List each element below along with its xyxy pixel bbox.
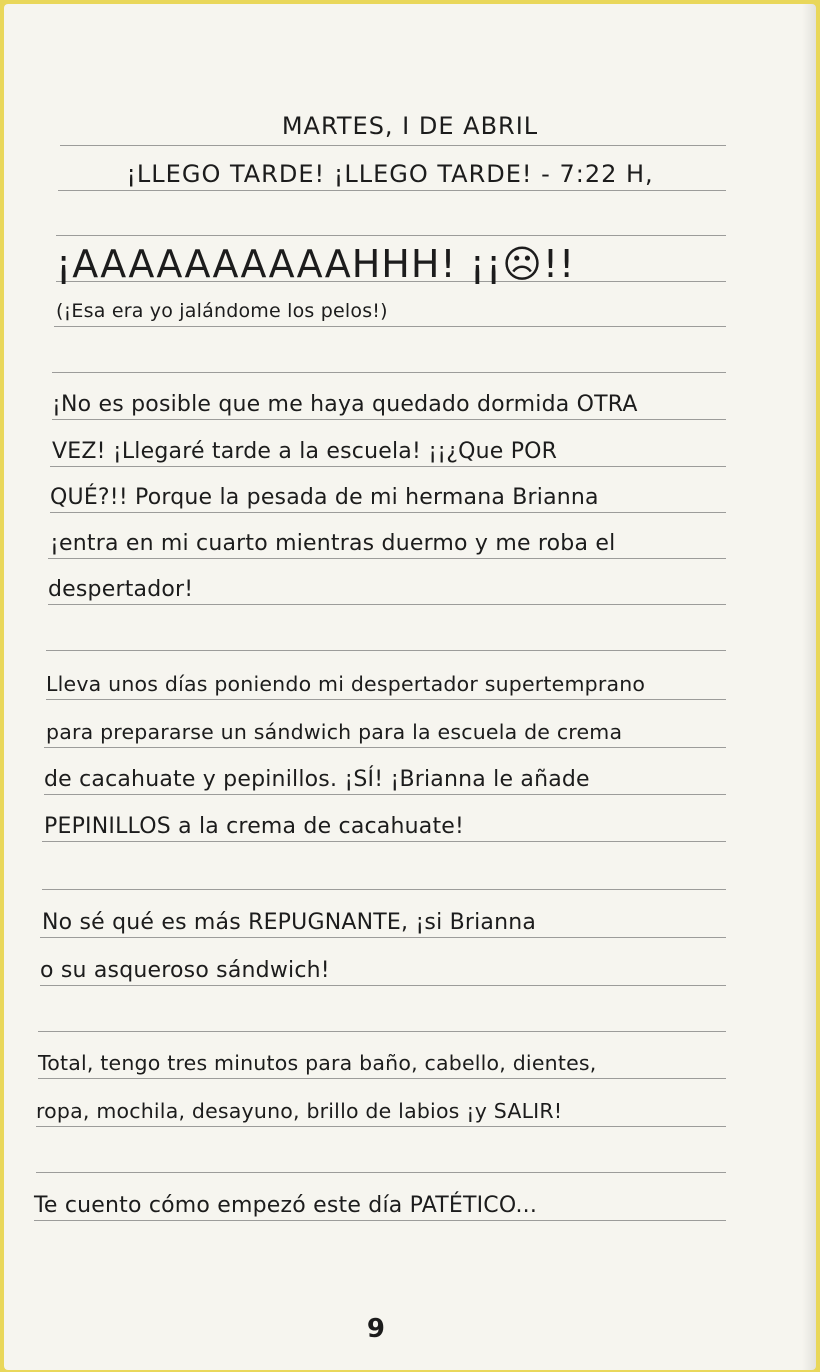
page-edge-shadow	[802, 4, 816, 1370]
scream-aside: (¡Esa era yo jalándome los pelos!)	[56, 300, 388, 322]
ruled-line	[38, 1031, 726, 1032]
ruled-line	[52, 419, 726, 420]
ruled-line	[48, 558, 726, 559]
entry-subtitle: ¡LLEGO TARDE! ¡LLEGO TARDE! - 7:22 H,	[126, 160, 654, 188]
ruled-line	[38, 1078, 726, 1079]
paragraph-4-line: Total, tengo tres minutos para baño, cabello, dientes,	[38, 1051, 597, 1075]
paragraph-2-line: de cacahuate y pepinillos. ¡SÍ! ¡Brianna le añade	[44, 767, 590, 792]
paragraph-4-line: ropa, mochila, desayuno, brillo de labios ¡y SALIR!	[36, 1099, 563, 1123]
ruled-line	[50, 512, 726, 513]
ruled-line	[52, 372, 726, 373]
ruled-line	[40, 985, 726, 986]
page-number: 9	[366, 1314, 386, 1344]
ruled-line	[50, 466, 726, 467]
paragraph-1-line: despertador!	[48, 577, 194, 602]
paragraph-3-line: o su asqueroso sándwich!	[40, 958, 330, 983]
paragraph-1-line: QUÉ?!! Porque la pesada de mi hermana Brianna	[50, 485, 599, 510]
ruled-line	[54, 326, 726, 327]
paragraph-1-line: ¡entra en mi cuarto mientras duermo y me roba el	[50, 531, 616, 556]
ruled-line	[60, 145, 726, 146]
paragraph-1-line: VEZ! ¡Llegaré tarde a la escuela! ¡¡¿Que POR	[52, 439, 558, 464]
scream-text: ¡AAAAAAAAAAHHH! ¡¡☹!!	[56, 242, 576, 286]
ruled-line	[44, 747, 726, 748]
paragraph-1-line: ¡No es posible que me haya quedado dormida OTRA	[52, 392, 638, 417]
ruled-line	[36, 1126, 726, 1127]
diary-page	[4, 4, 816, 1370]
ruled-line	[36, 1172, 726, 1173]
ruled-line	[58, 190, 726, 191]
ruled-line	[56, 235, 726, 236]
ruled-line	[40, 937, 726, 938]
paragraph-5-line: Te cuento cómo empezó este día PATÉTICO...	[34, 1193, 538, 1218]
paragraph-2-line: PEPINILLOS a la crema de cacahuate!	[44, 814, 465, 839]
ruled-line	[48, 604, 726, 605]
paragraph-2-line: Lleva unos días poniendo mi despertador supertemprano	[46, 672, 646, 696]
ruled-line	[46, 699, 726, 700]
entry-date: MARTES, I DE ABRIL	[281, 112, 539, 140]
ruled-line	[34, 1220, 726, 1221]
ruled-line	[44, 794, 726, 795]
ruled-line	[46, 650, 726, 651]
ruled-line	[42, 889, 726, 890]
paragraph-2-line: para prepararse un sándwich para la escuela de crema	[46, 720, 623, 744]
ruled-line	[42, 841, 726, 842]
paragraph-3-line: No sé qué es más REPUGNANTE, ¡si Brianna	[42, 910, 537, 935]
